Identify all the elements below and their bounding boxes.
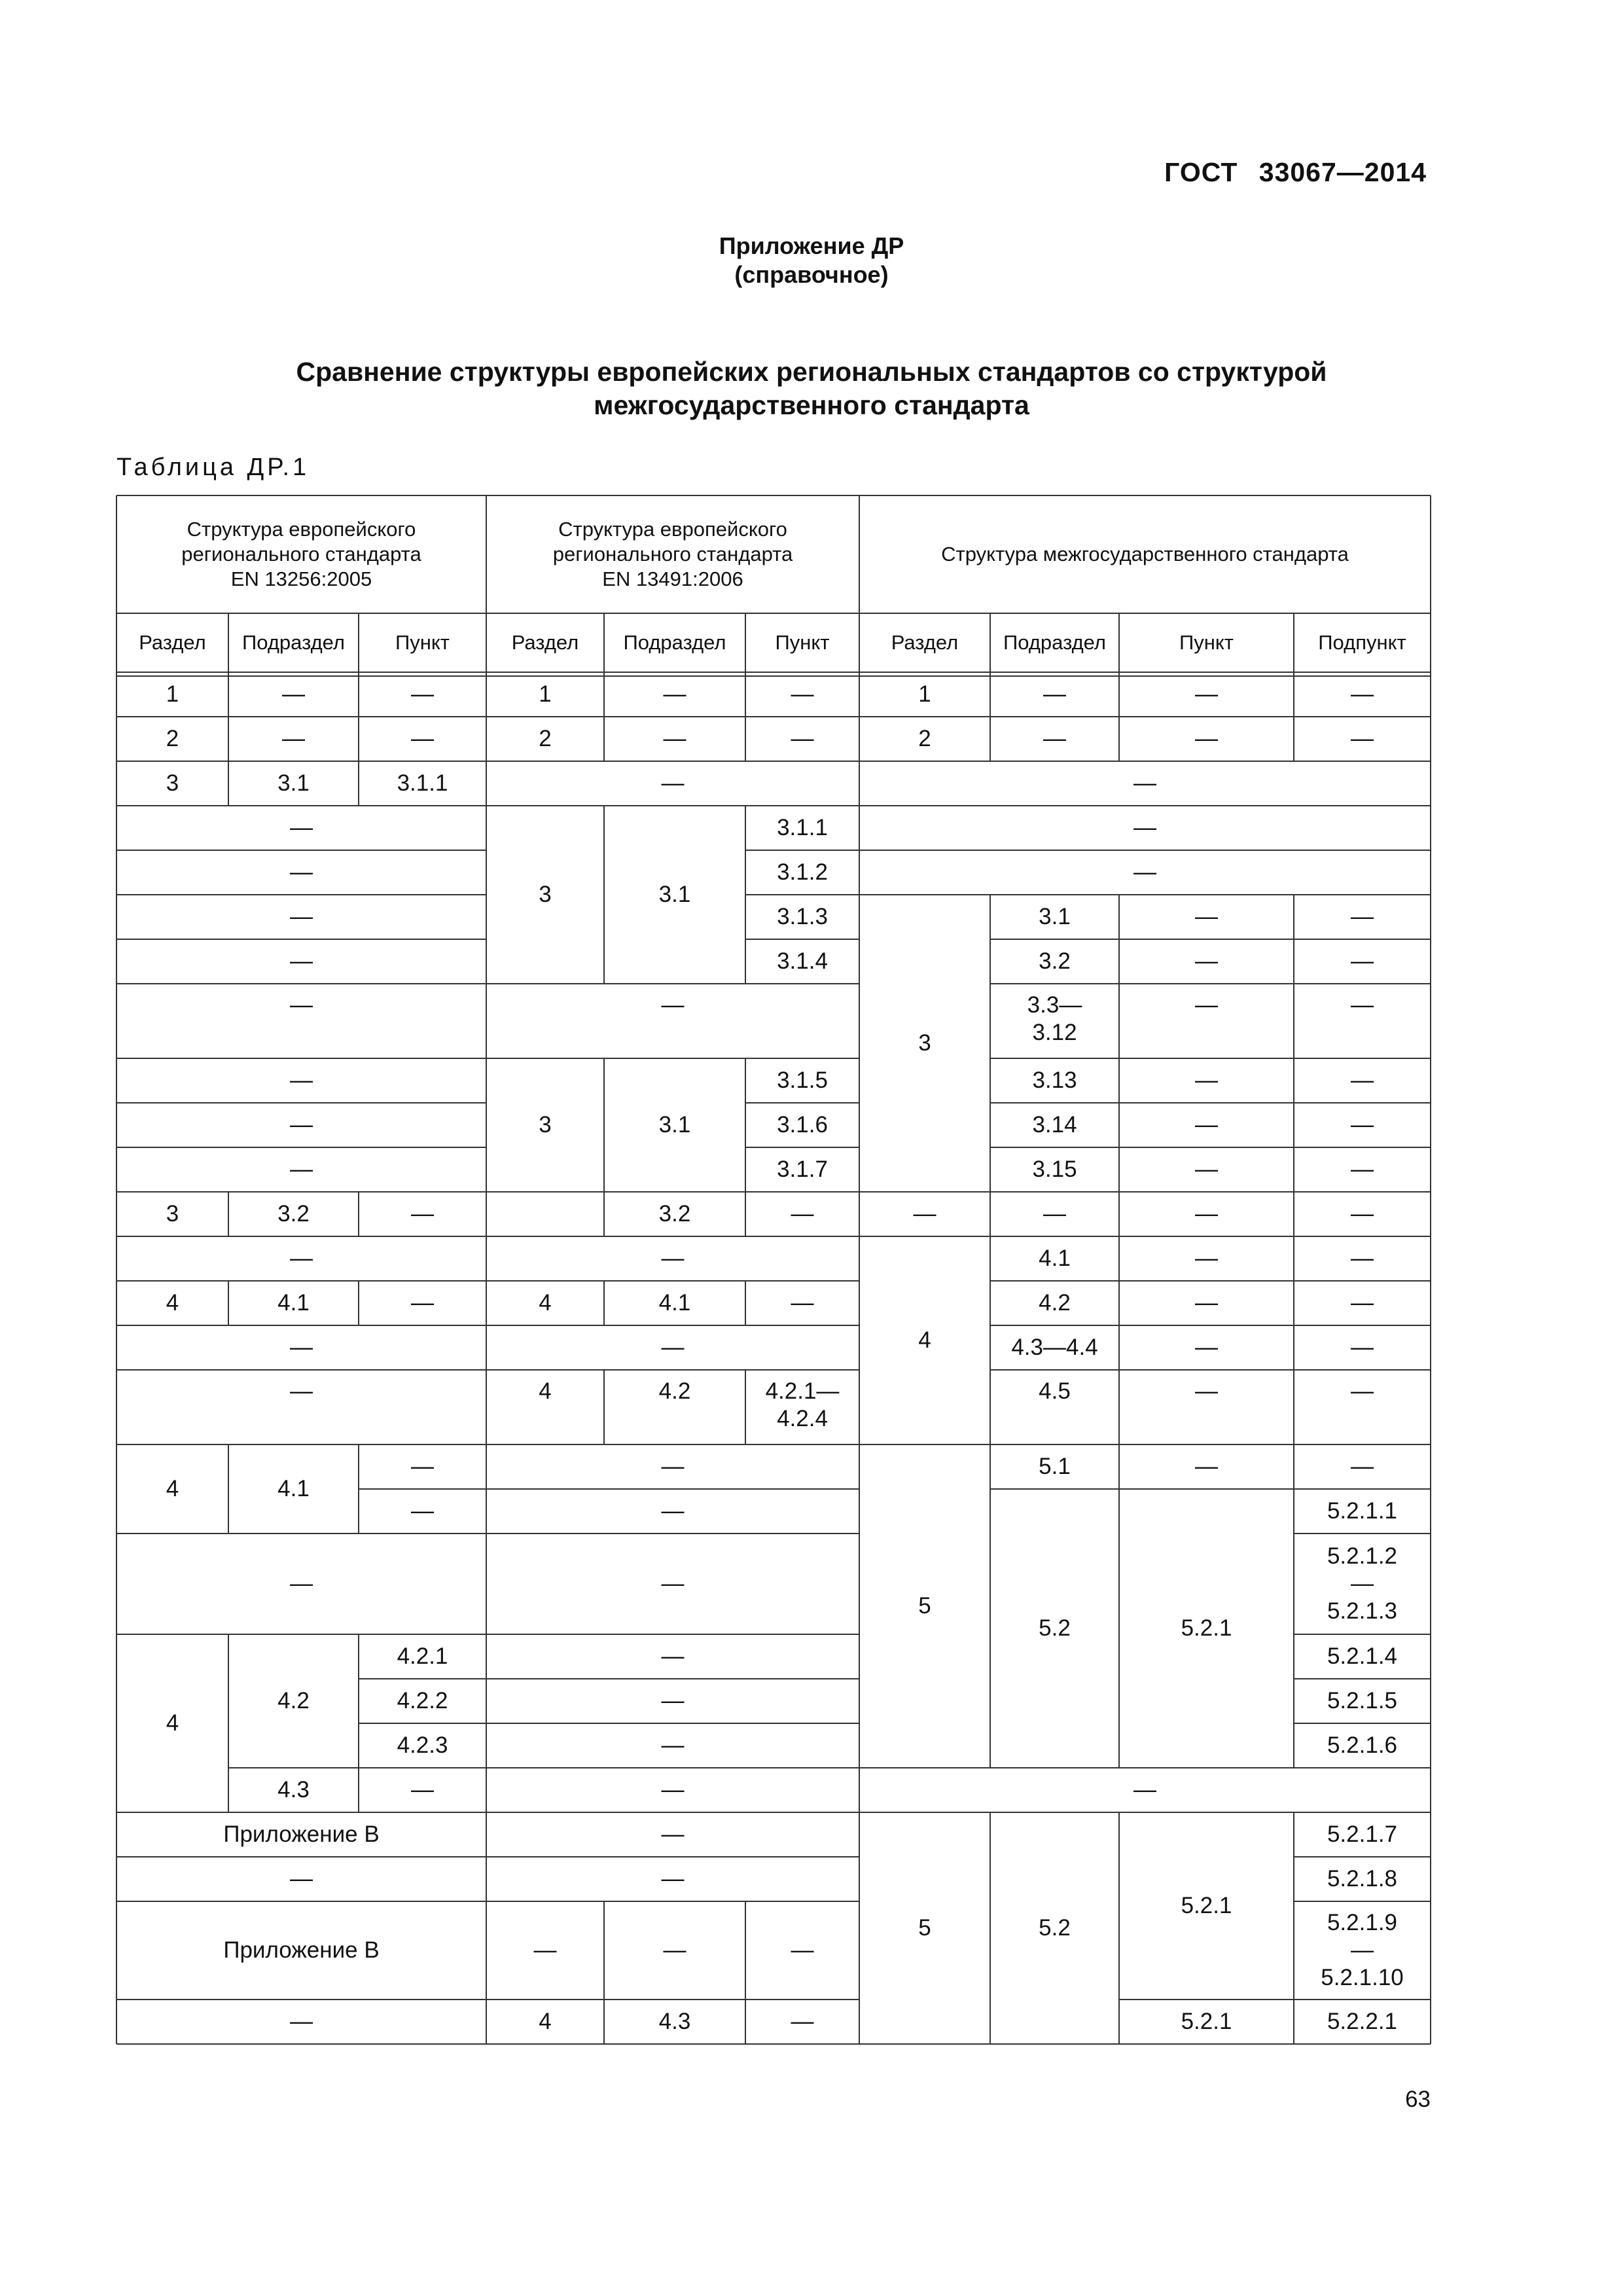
table-cell: — bbox=[661, 1335, 685, 1360]
table-cell: — bbox=[1043, 726, 1066, 751]
table-cell: — bbox=[661, 1688, 685, 1713]
col-header-podrazdel: Подраздел bbox=[623, 631, 726, 654]
table-cell: 3 bbox=[166, 770, 179, 796]
header-en13256-line-1: Структура европейского bbox=[187, 518, 416, 541]
table-cell: 5.2.1.7 bbox=[1327, 1821, 1398, 1847]
page-title bbox=[0, 355, 1623, 422]
table-cell: — bbox=[290, 2009, 313, 2034]
table-cell: — bbox=[1043, 1201, 1066, 1227]
table-cell: 2 bbox=[918, 726, 931, 751]
table-cell: — bbox=[411, 1777, 434, 1803]
table-cell: — bbox=[1195, 1290, 1218, 1316]
col-header-razdel: Раздел bbox=[511, 631, 579, 654]
table-caption: Таблица ДР.1 bbox=[116, 454, 310, 481]
table-cell: — bbox=[411, 1290, 434, 1316]
table-cell: — bbox=[1351, 1157, 1374, 1182]
table-cell: — bbox=[1133, 770, 1156, 796]
table-cell: 3 bbox=[539, 882, 552, 907]
table-cell: 4.2.1— 4.2.4 bbox=[765, 1378, 840, 1431]
table-cell: 3.1.2 bbox=[777, 859, 828, 885]
table-cell: — bbox=[1351, 1335, 1374, 1360]
table-cell: 4.2.2 bbox=[397, 1688, 448, 1713]
table-cell: — bbox=[1133, 859, 1156, 885]
table-cell: — bbox=[1351, 1067, 1374, 1093]
table-cell: — bbox=[1351, 681, 1374, 707]
appendix-title: Приложение ДР bbox=[719, 232, 904, 259]
table-cell: 3 bbox=[918, 1030, 931, 1056]
table-cell: — bbox=[1195, 1112, 1218, 1138]
table-cell: 4.1 bbox=[1039, 1246, 1071, 1271]
table-cell: 3.15 bbox=[1032, 1157, 1077, 1182]
table-cell: 3.2 bbox=[658, 1201, 691, 1227]
table-cell: 4.1 bbox=[658, 1290, 691, 1316]
table-cell: — bbox=[411, 681, 434, 707]
page-title-line-2: межгосударственного стандарта bbox=[594, 390, 1029, 420]
table-cell: — bbox=[1195, 1246, 1218, 1271]
header-en13491-line-3: EN 13491:2006 bbox=[602, 567, 743, 590]
table-cell: 3.1.1 bbox=[777, 815, 828, 840]
table-cell: 3.3— 3.12 bbox=[1027, 992, 1082, 1045]
table-cell: 5.2 bbox=[1039, 1615, 1071, 1641]
table-cell: 3.1 bbox=[658, 882, 691, 907]
table-cell: 5.2.1.6 bbox=[1327, 1732, 1398, 1758]
table-cell: — bbox=[661, 770, 685, 796]
table-cell: 4 bbox=[166, 1290, 179, 1316]
table-cell: 4.2.1 bbox=[397, 1643, 448, 1669]
table-cell: 4.3 bbox=[277, 1777, 310, 1803]
table-cell: — bbox=[1351, 1201, 1374, 1227]
table-cell: — bbox=[1351, 948, 1374, 974]
table-cell: — bbox=[791, 1290, 814, 1316]
col-header-podrazdel: Подраздел bbox=[1003, 631, 1106, 654]
table-cell: 3.14 bbox=[1032, 1112, 1077, 1138]
table-cell: 4.3—4.4 bbox=[1011, 1335, 1098, 1360]
table-cell: — bbox=[661, 1643, 685, 1669]
table-cell: — bbox=[1043, 681, 1066, 707]
table-cell: — bbox=[290, 1157, 313, 1182]
table-cell: 3.1.6 bbox=[777, 1112, 828, 1138]
table-cell: 5.2.1.1 bbox=[1327, 1498, 1398, 1524]
table-cell: 3.1.4 bbox=[777, 948, 828, 974]
table-cell: 5.2.1 bbox=[1181, 1615, 1232, 1641]
table-cell: 3.1.7 bbox=[777, 1157, 828, 1182]
table-cell: 3.1 bbox=[277, 770, 310, 796]
table-cell: — bbox=[1133, 1777, 1156, 1803]
table-cell: — bbox=[1195, 1067, 1218, 1093]
table-cell: 5.2.1.5 bbox=[1327, 1688, 1398, 1713]
table-cell: — bbox=[290, 1335, 313, 1360]
table-cell: — bbox=[1351, 726, 1374, 751]
table-cell: 4.1 bbox=[277, 1476, 310, 1501]
table-cell: 4.2 bbox=[1039, 1290, 1071, 1316]
table-cell: — bbox=[411, 1498, 434, 1524]
table-cell: — bbox=[663, 1937, 687, 1963]
table-cell: — bbox=[290, 904, 313, 929]
table-cell: 5.2.1.4 bbox=[1327, 1643, 1398, 1669]
table-cell: — bbox=[290, 859, 313, 885]
table-cell: 3.1 bbox=[1039, 904, 1071, 929]
table-cell: 5.2.1.9 — 5.2.1.10 bbox=[1321, 1910, 1404, 1990]
comparison-table bbox=[116, 495, 1431, 2038]
table-cell: — bbox=[1133, 815, 1156, 840]
table-cell: — bbox=[290, 992, 313, 1018]
table-cell: 5.1 bbox=[1039, 1454, 1071, 1479]
table-cell: — bbox=[661, 1821, 685, 1847]
table-cell: 2 bbox=[539, 726, 552, 751]
table-cell: 4.2 bbox=[277, 1688, 310, 1713]
table-cell: — bbox=[533, 1937, 557, 1963]
table-cell: 3 bbox=[166, 1201, 179, 1227]
table-cell: — bbox=[1195, 726, 1218, 751]
table-cell: — bbox=[1195, 992, 1218, 1018]
table-cell: 1 bbox=[539, 681, 552, 707]
document-code: ГОСТ 33067—2014 bbox=[1164, 157, 1427, 187]
table-cell: — bbox=[1195, 948, 1218, 974]
table-cell: — bbox=[663, 681, 687, 707]
table-cell: — bbox=[1351, 1246, 1374, 1271]
col-header-punkt: Пункт bbox=[775, 631, 830, 654]
table-cell: 4.2 bbox=[658, 1378, 691, 1404]
table-cell: 5 bbox=[918, 1593, 931, 1619]
table-cell: — bbox=[1351, 1378, 1374, 1404]
table-cell: 4 bbox=[166, 1710, 179, 1736]
table-cell: — bbox=[1195, 1378, 1218, 1404]
header-en13491 bbox=[486, 495, 859, 613]
table-cell: — bbox=[1195, 904, 1218, 929]
table-cell: — bbox=[791, 1937, 814, 1963]
table-cell: 1 bbox=[166, 681, 179, 707]
col-header-razdel: Раздел bbox=[891, 631, 959, 654]
table-cell: — bbox=[1351, 992, 1374, 1018]
table-cell: — bbox=[1351, 1290, 1374, 1316]
table-cell: — bbox=[290, 815, 313, 840]
table-cell: — bbox=[1351, 1454, 1374, 1479]
table-cell: 5.2.1.8 bbox=[1327, 1866, 1398, 1892]
table-cell: 4 bbox=[918, 1327, 931, 1353]
col-header-razdel: Раздел bbox=[139, 631, 206, 654]
table-cell: — bbox=[661, 1246, 685, 1271]
table-cell: 4.2.3 bbox=[397, 1732, 448, 1758]
table-cell: 5.2 bbox=[1039, 1915, 1071, 1941]
table-cell: 4.1 bbox=[277, 1290, 310, 1316]
table-cell: — bbox=[661, 1777, 685, 1803]
table-cell: 5.2.1 bbox=[1181, 1893, 1232, 1918]
table-cell: 4 bbox=[539, 1378, 552, 1404]
table-cell: 3.2 bbox=[277, 1201, 310, 1227]
table-cell: 5.2.2.1 bbox=[1327, 2009, 1398, 2034]
table-cell: — bbox=[290, 1866, 313, 1892]
table-cell: — bbox=[411, 1454, 434, 1479]
table-cell: — bbox=[282, 726, 305, 751]
table-cell: — bbox=[1195, 1335, 1218, 1360]
table-cell: — bbox=[791, 1201, 814, 1227]
table-cell: — bbox=[282, 681, 305, 707]
table-cell: Приложение B bbox=[223, 1937, 380, 1963]
table-cell: 4.5 bbox=[1039, 1378, 1071, 1404]
table-cell: 3.1.3 bbox=[777, 904, 828, 929]
table-cell: 4 bbox=[539, 1290, 552, 1316]
col-header-punkt: Пункт bbox=[1179, 631, 1234, 654]
table-cell: 2 bbox=[166, 726, 179, 751]
table-cell: — bbox=[290, 1067, 313, 1093]
table-cell: — bbox=[913, 1201, 936, 1227]
table-cell: — bbox=[661, 992, 685, 1018]
col-header-punkt: Пункт bbox=[395, 631, 450, 654]
header-en13256-line-2: регионального стандарта bbox=[181, 543, 421, 565]
table-cell: — bbox=[661, 1571, 685, 1596]
table-cell: 5.2.1 bbox=[1181, 2009, 1232, 2034]
table-cell: 3.1.1 bbox=[397, 770, 448, 796]
table-cell: — bbox=[791, 2009, 814, 2034]
table-cell: 3.13 bbox=[1032, 1067, 1077, 1093]
appendix-subtitle: (справочное) bbox=[734, 261, 889, 288]
table-cell: Приложение B bbox=[223, 1821, 380, 1847]
table-cell: — bbox=[1195, 1201, 1218, 1227]
table-cell: — bbox=[290, 1112, 313, 1138]
header-en13491-line-1: Структура европейского bbox=[558, 518, 787, 541]
table-cell: 5.2.1.2 — 5.2.1.3 bbox=[1327, 1543, 1398, 1624]
table-cell: — bbox=[791, 681, 814, 707]
table-cell: — bbox=[290, 1571, 313, 1596]
header-en13491-line-2: регионального стандарта bbox=[552, 543, 793, 565]
table-cell: 3.1 bbox=[658, 1112, 691, 1138]
page-number: 63 bbox=[1405, 2087, 1431, 2112]
table-cell: — bbox=[661, 1498, 685, 1524]
table-cell: 1 bbox=[918, 681, 931, 707]
table-cell: 3 bbox=[539, 1112, 552, 1138]
table-cell bbox=[486, 1192, 604, 1236]
table-cell: — bbox=[1351, 904, 1374, 929]
table-cell: — bbox=[1351, 1112, 1374, 1138]
header-en13256 bbox=[116, 495, 486, 613]
table-cell: — bbox=[1195, 681, 1218, 707]
page-title-line-1: Сравнение структуры европейских региональных стандартов со структурой bbox=[296, 357, 1327, 387]
table-cell: — bbox=[411, 1201, 434, 1227]
table-cell: — bbox=[661, 1454, 685, 1479]
header-interstate: Структура межгосударственного стандарта bbox=[941, 543, 1349, 565]
table-cell: — bbox=[661, 1866, 685, 1892]
table-cell: 3.1.5 bbox=[777, 1067, 828, 1093]
table-cell: 4.3 bbox=[658, 2009, 691, 2034]
table-cell: — bbox=[791, 726, 814, 751]
table-cell: — bbox=[411, 726, 434, 751]
table-cell: — bbox=[1195, 1157, 1218, 1182]
table-cell: 4 bbox=[539, 2009, 552, 2034]
table-cell: — bbox=[290, 1246, 313, 1271]
table-cell: — bbox=[290, 948, 313, 974]
table-cell: — bbox=[663, 726, 687, 751]
table-cell: — bbox=[1195, 1454, 1218, 1479]
col-header-podrazdel: Подраздел bbox=[242, 631, 345, 654]
header-en13256-line-3: EN 13256:2005 bbox=[230, 567, 372, 590]
table-cell: 5 bbox=[918, 1915, 931, 1941]
table-cell: — bbox=[661, 1732, 685, 1758]
table-cell: 3.2 bbox=[1039, 948, 1071, 974]
table-cell: — bbox=[290, 1378, 313, 1404]
col-header-podpunkt: Подпункт bbox=[1318, 631, 1406, 654]
table-cell: 4 bbox=[166, 1476, 179, 1501]
